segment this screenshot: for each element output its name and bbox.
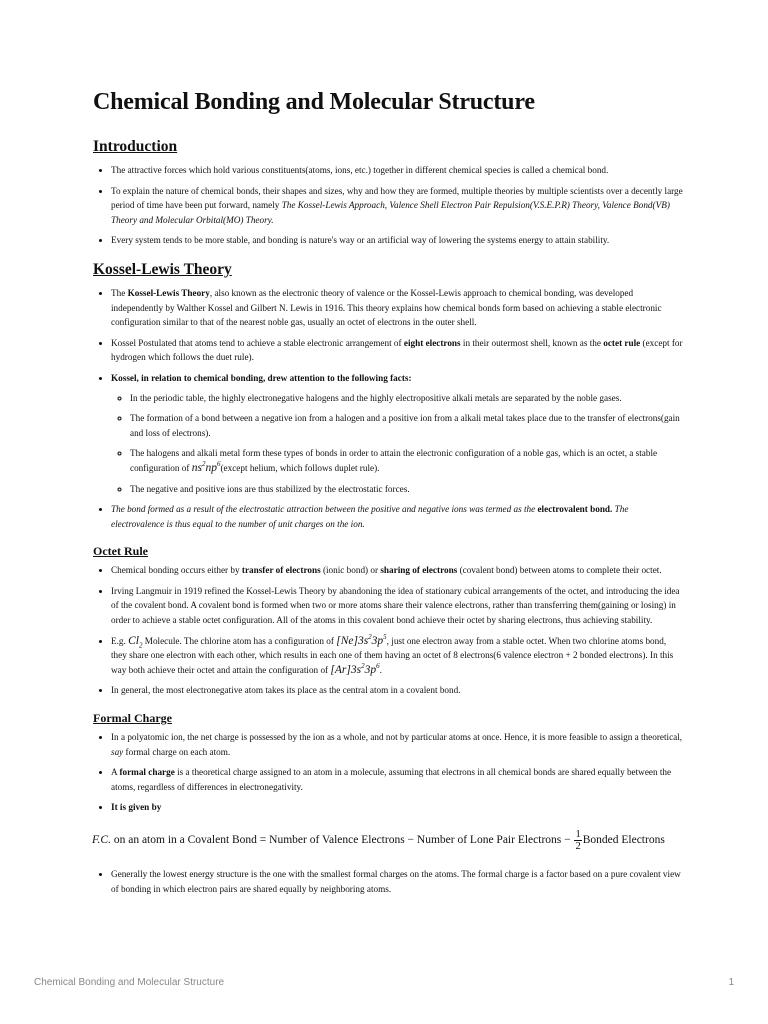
list-item: • Irving Langmuir in 1919 refined the Kossel-Lewis Theory by abandoning the idea of stationary cubical arrangements of the octet, and introducing the idea of the covalent bond. A covalent bond is formed when two or more atoms share their valence electrons, rather than transferring them(gaining or losing) in order to achieve a stable octet configuration. All of the atoms in this covalent bond achieve their octet by sharing electrons, thus achieving stability.: [111, 584, 683, 628]
section-introduction: [93, 137, 683, 248]
document-page: [93, 86, 683, 902]
heading-octet-rule: Octet Rule: [93, 544, 148, 559]
page-number: 1: [728, 977, 734, 988]
list-item: • In a polyatomic ion, the net charge is possessed by the ion as a whole, and not by particular atoms at once. Hence, it is more feasible to assign a theoretical, say formal charge on each atom.: [111, 730, 683, 759]
formal-list-2: [93, 867, 683, 896]
list-item: • The attractive forces which hold various constituents(atoms, ions, etc.) together in different chemical species is called a chemical bond.: [111, 163, 683, 178]
heading-introduction: Introduction: [93, 138, 178, 155]
math-cl2: $Cl_2$: [128, 634, 143, 649]
list-item: ◦ The negative and positive ions are thus stabilized by the electrostatic forces.: [130, 482, 683, 497]
list-item: ◦ The formation of a bond between a negative ion from a halogen and a positive ion from a alkali metal takes place due to the transfer of electrons(gain and loss of electrons).: [130, 411, 683, 440]
intro-list: [93, 163, 683, 248]
list-item: ◦ The halogens and alkali metal form these types of bonds in order to attain the electronic configuration of a noble gas, which is an octet, a stable configuration of $ns^2np^6(except$ helium, which follows duplet rule).: [130, 446, 683, 475]
octet-list: [93, 563, 683, 698]
page-title: Chemical Bonding and Molecular Structure: [93, 89, 535, 115]
kossel-facts-list: [111, 391, 683, 497]
section-kossel-lewis: [93, 260, 683, 531]
list-item: • Kossel Postulated that atoms tend to achieve a stable electronic arrangement of eight electrons in their outermost shell, known as the octet rule (except for hydrogen which follows the duet rule).: [111, 336, 683, 365]
formal-list: [93, 730, 683, 815]
list-item: • The Kossel-Lewis Theory, also known as the electronic theory of valence or the Kossel-Lewis approach to chemical bonding, was developed independently by Walther Kossel and Gilbert N. Lewis in 1916. This theory explains how chemical bonds form based on achieving a stable electronic configuration similar to that of the nearest noble gas, usually an octet of electrons in the outer shell.: [111, 286, 683, 330]
kossel-list: [93, 286, 683, 531]
heading-kossel-lewis: Kossel-Lewis Theory: [93, 260, 232, 278]
list-item: ◦ In the periodic table, the highly electronegative halogens and the highly electropositive alkali metals are separated by the noble gases.: [130, 391, 683, 406]
fraction-one-half: $\frac{1}{2}$: [575, 828, 581, 852]
formal-charge-equation: F.C. on an atom in a Covalent Bond = Number of Valence Electrons − Number of Lone Pair Electrons − $\frac{1}{2}$ Bonded Electrons: [92, 828, 665, 852]
math-ne-config: $[Ne]3s^23p^5$: [336, 632, 387, 647]
list-item: • To explain the nature of chemical bonds, their shapes and sizes, why and how they are formed, multiple theories by multiple scientists over a decently large period of time have been put forward, namely The Kossel-Lewis Approach, Valence Shell Electron Pair Repulsion(V.S.E.P.R) Theory, Valence Bond(VB) Theory and Molecular Orbital(MO) Theory.: [111, 184, 683, 228]
list-item: • It is given by: [111, 800, 683, 815]
section-formal-charge: [93, 710, 683, 896]
math-ns2np6: $ns^2np^6$: [191, 460, 221, 474]
list-item: • Kossel, in relation to chemical bonding, drew attention to the following facts: ◦ In the periodic table, the highly electronegative halogens and the highly electropositive alkali metals are separated by the noble gases. ◦ The formation of a bond between a negative ion from a halogen and a positive ion from a alkali metal takes place due to the transfer of electrons(gain and loss of electrons). ◦ The halogens and alkali metal form these types of bonds in order to attain the electronic configuration of a noble gas, which is an octet, a stable configuration of $ns^2np^6(except$ helium, which follows duplet rule). ◦ The negative and positive ions are thus stabilized by the electrostatic forces.: [111, 371, 683, 496]
heading-formal-charge: Formal Charge: [93, 711, 172, 726]
list-item: • E.g. $Cl_2$ Molecule. The chlorine atom has a configuration of $[Ne]3s^23p^5$, just one electron away from a stable octet. When two chlorine atoms bond, they share one electron with each other, which results in each one of them having an octet of 8 electrons(6 valence electron + 2 bonded electrons). In this way both achieve their octet and attain the configuration of $[Ar]3s^23p^6$.: [111, 634, 683, 678]
section-octet-rule: [93, 543, 683, 698]
list-item: • In general, the most electronegative atom takes its place as the central atom in a covalent bond.: [111, 683, 683, 698]
list-item: • Generally the lowest energy structure is the one with the smallest formal charges on the atoms. The formal charge is a factor based on a pure covalent view of bonding in which electron pairs are shared equally by neighboring atoms.: [111, 867, 683, 896]
math-ar-config: $[Ar]3s^23p^6$: [330, 662, 380, 676]
list-item: • The bond formed as a result of the electrostatic attraction between the positive and negative ions was termed as the electrovalent bond. The electrovalence is thus equal to the number of unit charges on the ion.: [111, 502, 683, 531]
list-item: • A formal charge is a theoretical charge assigned to an atom in a molecule, assuming that electrons in all chemical bonds are shared equally between the atoms, regardless of differences in electronegativity.: [111, 765, 683, 794]
list-item: • Every system tends to be more stable, and bonding is nature's way or an artificial way of lowering the systems energy to attain stability.: [111, 233, 683, 248]
footer-title: Chemical Bonding and Molecular Structure: [34, 977, 225, 988]
list-item: • Chemical bonding occurs either by transfer of electrons (ionic bond) or sharing of electrons (covalent bond) between atoms to complete their octet.: [111, 563, 683, 578]
